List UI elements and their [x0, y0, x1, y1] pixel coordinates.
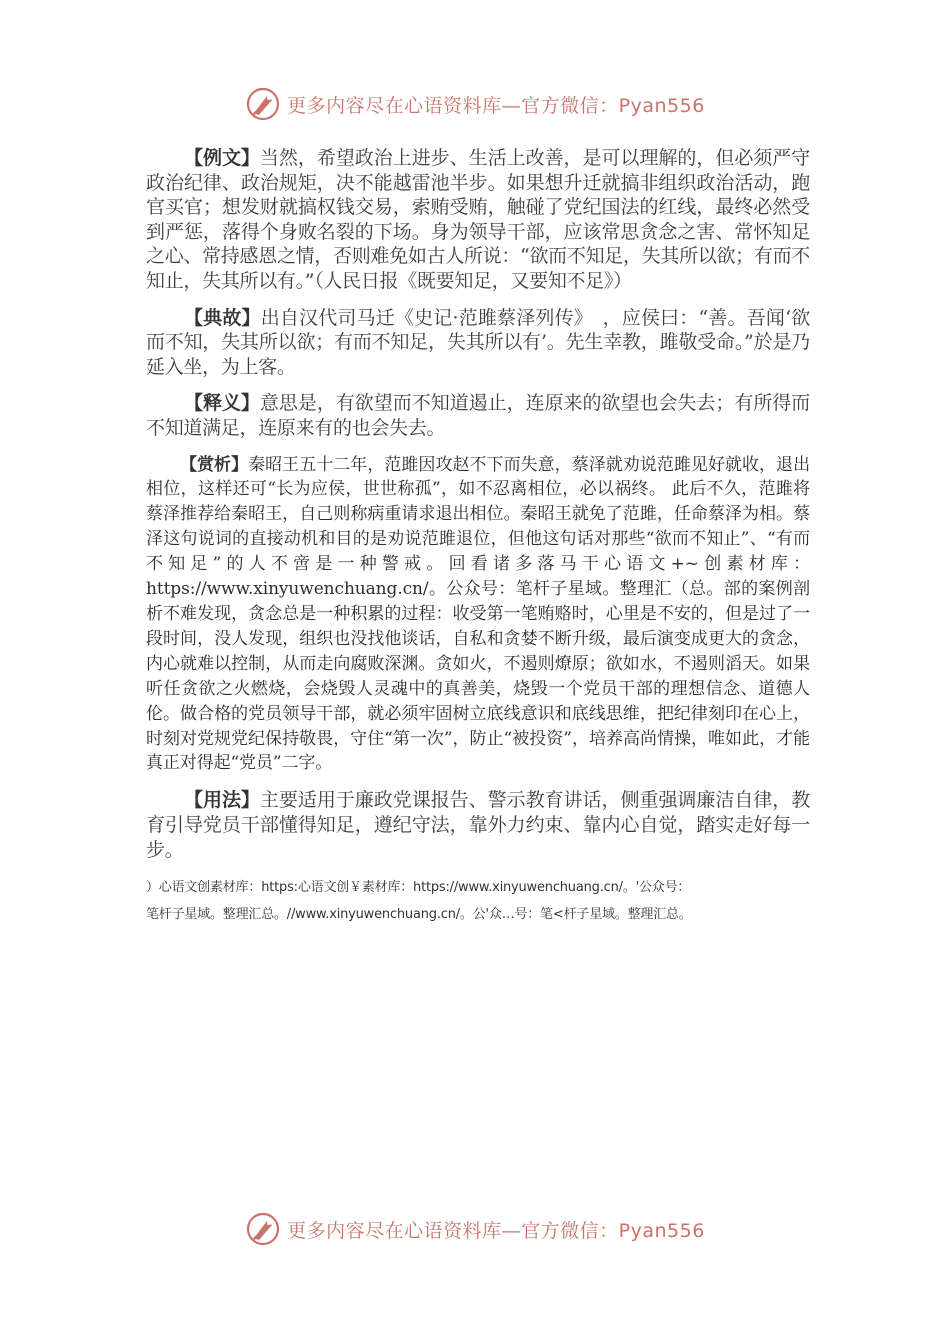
- footer-banner: [0, 1209, 950, 1249]
- banner-account: Pyan556: [618, 1219, 705, 1242]
- section-appreciation: [146, 453, 810, 777]
- section-body: 当然，希望政治上进步、生活上改善，是可以理解的，但必须严守政治纪律、政治规矩，决不能越雷池半步。如果想升迁就搞非组织政治活动，跑官买官；想发财就搞权钱交易，索贿受贿，触碰了党纪国法的红线，最终必然受到严惩，落得个身败名裂的下场。身为领导干部，应该常思贪念之害、常怀知足之心、常持感恩之情，否则难免如古人所说：“欲而不知足，失其所以欲；有而不知止，失其所以有。”（人民日报《既要知足，又要知不足》）: [146, 147, 810, 292]
- header-banner: [0, 84, 950, 124]
- pen-nib-logo-icon: [245, 1211, 281, 1247]
- section-tag: 【赏析】: [180, 454, 249, 475]
- section-body: 出自汉代司马迁《史记·范雎蔡泽列传》 ，应侯曰：“善。吾闻‘欲而不知，失其所以欲；有而不知足，失其所以有’。先生幸教，雎敬受命。”於是乃延入坐，为上客。: [146, 306, 810, 378]
- section-body: 意思是，有欲望而不知道遏止，连原来的欲望也会失去；有所得而不知道满足，连原来有的也会失去。: [146, 392, 810, 439]
- section-tag: 【释义】: [184, 392, 260, 415]
- footnote-line: 笔杆子星域。整理汇总。//www.xinyuwenchuang.cn/。公'众…号：笔<杆子星域。整理汇总。: [146, 907, 692, 923]
- footnote-line: ）心语文创素材库：https:心语文创￥素材库：https://www.xinyuwenchuang.cn/。'公众号：: [146, 880, 691, 896]
- pen-nib-logo-icon: [245, 86, 281, 122]
- section-body: 主要适用于廉政党课报告、警示教育讲话，侧重强调廉洁自律，教育引导党员干部懂得知足，遵纪守法，靠外力约束、靠内心自觉，踏实走好每一步。: [146, 789, 810, 861]
- section-body: 秦昭王五十二年，范雎因攻赵不下而失意，蔡泽就劝说范雎见好就收，退出相位，这样还可“长为应侯，世世称孤”，如不忍离相位，必以祸终。 此后不久，范雎将蔡泽推荐给秦昭王，自己则称病重请求退出相位。秦昭王就免了范雎，任命蔡泽为相。蔡泽这句说词的直接动机和目的是劝说范雎退位，但他这句话对那些“欲而不知止”、“有而不知足”的人不啻是一种警戒。回看诸多落马干心语文+~创素材库：https://www.xinyuwenchuang.cn/。公众号：笔杆子星域。整理汇（总。部的案例剖析不难发现，贪念总是一种积累的过程：收受第一笔贿赂时，心里是不安的，但是过了一段时间，没人发现，组织也没找他谈话，自私和贪婪不断升级，最后演变成更大的贪念，内心就难以控制，从而走向腐败深渊。贪如火，不遏则燎原；欲如水，不遏则滔天。如果听任贪欲之火燃烧，会烧毁人灵魂中的真善美，烧毁一个党员干部的理想信念、道德人伦。做合格的党员领导干部，就必须牢固树立底线意识和底线思维，把纪律刻印在心上，时刻对党规党纪保持敬畏，守住“第一次”，防止“被投资”，培养高尚情操，唯如此，才能真正对得起“党员”二字。: [146, 454, 810, 774]
- section-usage: [146, 788, 810, 862]
- banner-text: 更多内容尽在心语资料库—官方微信：Pyan556: [287, 94, 705, 117]
- section-tag: 【例文】: [184, 147, 260, 169]
- section-tag: 【用法】: [184, 789, 260, 812]
- section-example: [146, 146, 810, 294]
- section-tag: 【典故】: [184, 306, 261, 329]
- section-allusion: [146, 306, 810, 380]
- banner-account: Pyan556: [618, 94, 705, 117]
- banner-text: 更多内容尽在心语资料库—官方微信：Pyan556: [287, 1219, 705, 1242]
- section-meaning: [146, 391, 810, 440]
- document-body: [146, 146, 810, 928]
- footnote: [146, 874, 810, 928]
